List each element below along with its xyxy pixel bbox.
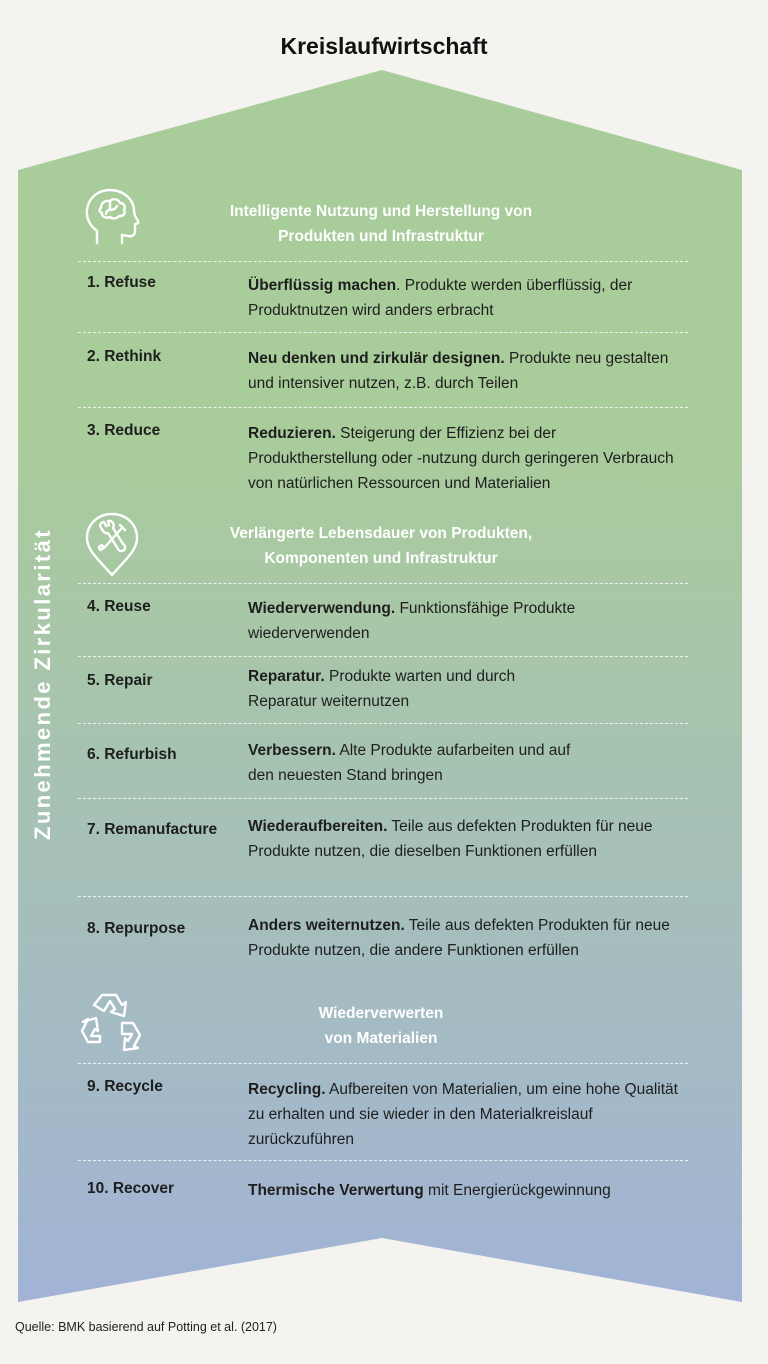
row-desc-recycle: Recycling. Aufbereiten von Materialien, um eine hohe Qualität zu erhalten und sie wieder in den Materialkreislauf zurückzuführen (248, 1081, 678, 1148)
row-desc-refurbish: Verbessern. Alte Produkte aufarbeiten und auf den neuesten Stand bringen (248, 742, 571, 784)
divider (78, 332, 688, 333)
side-axis-label: Zunehmende Zirkularität (30, 528, 55, 840)
row-desc-rethink: Neu denken und zirkulär designen. Produkte neu gestalten und intensiver nutzen, z.B. durch Teilen (248, 350, 669, 392)
row-label-remanufacture: 7. Remanufacture (87, 821, 218, 838)
section-heading-1: Intelligente Nutzung und Herstellung von Produkten und Infrastruktur (229, 203, 533, 245)
row-label-repair: 5. Repair (87, 672, 153, 689)
brain-head-icon (80, 186, 142, 248)
row-label-rethink: 2. Rethink (87, 348, 162, 365)
divider (78, 1160, 688, 1161)
row-desc-repair: Reparatur. Produkte warten und durch Reparatur weiternutzen (248, 668, 516, 710)
row-desc-refuse: Überflüssig machen. Produkte werden überflüssig, der Produktnutzen wird anders erbracht (248, 277, 633, 319)
row-label-recycle: 9. Recycle (87, 1078, 163, 1095)
row-label-recover: 10. Recover (87, 1180, 175, 1197)
row-desc-repurpose: Anders weiternutzen. Teile aus defekten Produkten für neue Produkte nutzen, die andere Funktionen erfüllen (248, 917, 670, 959)
row-desc-remanufacture: Wiederaufbereiten. Teile aus defekten Produkten für neue Produkte nutzen, die dieselben Funktionen erfüllen (248, 818, 653, 860)
row-label-refurbish: 6. Refurbish (87, 746, 177, 763)
row-label-repurpose: 8. Repurpose (87, 920, 186, 937)
row-desc-reduce: Reduzieren. Steigerung der Effizienz bei der Produktherstellung oder -nutzung durch geringeren Verbrauch von natürlichen Ressourcen und Materialien (248, 425, 674, 492)
repair-tools-icon (82, 511, 142, 579)
divider (78, 261, 688, 262)
row-label-reuse: 4. Reuse (87, 598, 151, 615)
divider (78, 723, 688, 724)
divider (78, 798, 688, 799)
recycle-icon (78, 990, 144, 1054)
page-title: Kreislaufwirtschaft (280, 33, 488, 59)
row-desc-reuse: Wiederverwendung. Funktionsfähige Produkte wiederverwenden (248, 600, 576, 642)
divider (78, 1063, 688, 1064)
divider (78, 656, 688, 657)
divider (78, 583, 688, 584)
divider (78, 407, 688, 408)
row-label-refuse: 1. Refuse (87, 274, 156, 291)
row-desc-recover: Thermische Verwertung mit Energierückgewinnung (248, 1182, 611, 1199)
divider (78, 896, 688, 897)
section-heading-3: Wiederverwerten von Materialien (318, 1005, 444, 1047)
section-heading-2: Verlängerte Lebensdauer von Produkten, Komponenten und Infrastruktur (229, 525, 533, 567)
row-label-reduce: 3. Reduce (87, 422, 161, 439)
source-note: Quelle: BMK basierend auf Potting et al. (2017) (15, 1320, 277, 1334)
